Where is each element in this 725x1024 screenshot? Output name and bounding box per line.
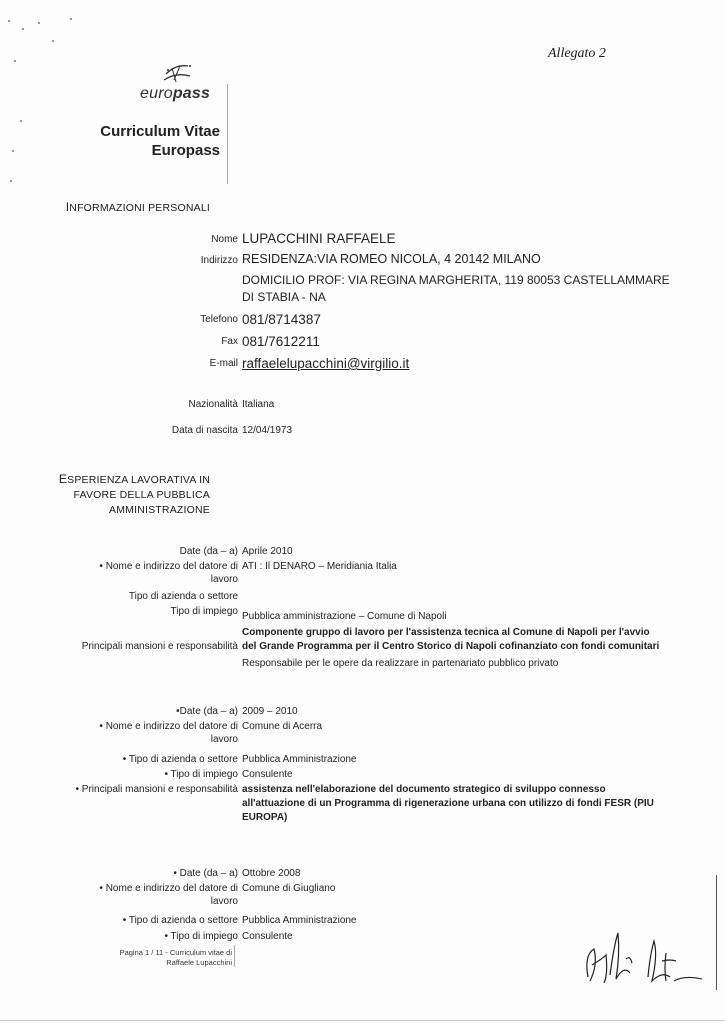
entry3-sector-value: Pubblica Amministrazione bbox=[242, 915, 357, 926]
entry2-date-label: •Date (da – a) bbox=[176, 706, 238, 717]
address-domicile: DOMICILIO PROF: VIA REGINA MARGHERITA, 119 80053 CASTELLAMMARE DI STABIA - NA bbox=[242, 273, 670, 304]
entry2-sector-value: Pubblica Amministrazione bbox=[242, 754, 357, 765]
phone-value: 081/8714387 bbox=[242, 312, 321, 327]
entry1-date-label: Date (da – a) bbox=[179, 546, 238, 557]
header-divider bbox=[227, 84, 228, 184]
entry1-duties-line1: Componente gruppo di lavoro per l'assistenza tecnica al Comune di Napoli per l'avvio bbox=[242, 627, 650, 638]
entry1-duties-line3: Responsabile per le opere da realizzare in partenariato pubblico privato bbox=[242, 658, 559, 669]
name-label: Nome bbox=[211, 234, 238, 245]
entry1-job-label: Tipo di impiego bbox=[170, 606, 238, 617]
entry2-date-value: 2009 – 2010 bbox=[242, 706, 298, 717]
europass-logo bbox=[140, 60, 220, 108]
entry2-job-label: • Tipo di impiego bbox=[164, 769, 238, 780]
name-value: LUPACCHINI RAFFAELE bbox=[242, 231, 396, 246]
handwritten-signature bbox=[580, 925, 705, 995]
section-experience: ESPERIENZA LAVORATIVA IN FAVORE DELLA PUBBLICA AMMINISTRAZIONE bbox=[58, 472, 210, 516]
entry2-sector-label: • Tipo di azienda o settore bbox=[122, 754, 238, 765]
page-bottom-edge bbox=[0, 1020, 725, 1021]
entry2-job-value: Consulente bbox=[242, 769, 293, 780]
entry2-duties-line2: all'attuazione di un Programma di rigenerazione urbana con utilizzo di fondi FESR (PIU bbox=[242, 798, 654, 809]
nationality-label: Nazionalità bbox=[188, 399, 238, 410]
birth-value: 12/04/1973 bbox=[242, 425, 293, 436]
footer-divider bbox=[234, 945, 235, 967]
page-footer: Pagina 1 / 11 - Curriculum vitae di Raffaele Lupacchini bbox=[119, 948, 232, 967]
email-label: E-mail bbox=[209, 358, 238, 369]
entry2-duties-line3: EUROPA) bbox=[242, 812, 288, 823]
cv-title: Curriculum Vitae Europass bbox=[100, 123, 220, 159]
entry3-job-value: Consulente bbox=[242, 931, 293, 942]
entry1-duties-label: Principali mansioni e responsabilità bbox=[81, 641, 238, 652]
section-personal-info: INFORMAZIONI PERSONALI bbox=[65, 200, 210, 214]
email-link[interactable]: raffaelelupacchini@virgilio.it bbox=[242, 356, 410, 371]
address-residence: RESIDENZA:VIA ROMEO NICOLA, 4 20142 MILANO bbox=[242, 252, 541, 266]
allegato-label: Allegato 2 bbox=[548, 46, 606, 61]
entry1-employer-label: • Nome e indirizzo del datore di lavoro bbox=[99, 561, 238, 585]
entry1-employer-value: ATI : Il DENARO – Meridiania Italia bbox=[242, 561, 397, 572]
entry3-job-label: • Tipo di impiego bbox=[164, 931, 238, 942]
scan-edge-line bbox=[716, 875, 717, 990]
fax-value: 081/7612211 bbox=[242, 334, 320, 349]
entry3-employer-value: Comune di Giugliano bbox=[242, 883, 336, 894]
entry3-sector-label: • Tipo di azienda o settore bbox=[122, 915, 238, 926]
address-label: Indirizzo bbox=[200, 255, 238, 266]
entry2-duties-label: • Principali mansioni e responsabilità bbox=[75, 784, 238, 795]
entry3-date-label: • Date (da – a) bbox=[173, 868, 238, 879]
entry3-date-value: Ottobre 2008 bbox=[242, 868, 301, 879]
entry2-employer-value: Comune di Acerra bbox=[242, 721, 323, 732]
fax-label: Fax bbox=[221, 336, 238, 347]
nationality-value: Italiana bbox=[242, 399, 275, 410]
entry2-duties-line1: assistenza nell'elaborazione del documento strategico di sviluppo connesso bbox=[242, 784, 606, 795]
phone-label: Telefono bbox=[200, 314, 238, 325]
entry1-duties-line2: del Grande Programma per il Centro Storico di Napoli cofinanziato con fondi comunitari bbox=[242, 641, 660, 652]
entry1-sector-label: Tipo di azienda o settore bbox=[128, 591, 238, 602]
entry1-job-value: Pubblica amministrazione – Comune di Napoli bbox=[242, 611, 447, 622]
entry2-employer-label: • Nome e indirizzo del datore di lavoro bbox=[99, 721, 238, 745]
entry1-date-value: Aprile 2010 bbox=[242, 546, 293, 557]
europass-stars-icon bbox=[146, 60, 206, 88]
europass-logo-text: europass bbox=[140, 85, 211, 102]
entry3-employer-label: • Nome e indirizzo del datore di lavoro bbox=[99, 883, 238, 907]
birth-label: Data di nascita bbox=[171, 425, 238, 436]
